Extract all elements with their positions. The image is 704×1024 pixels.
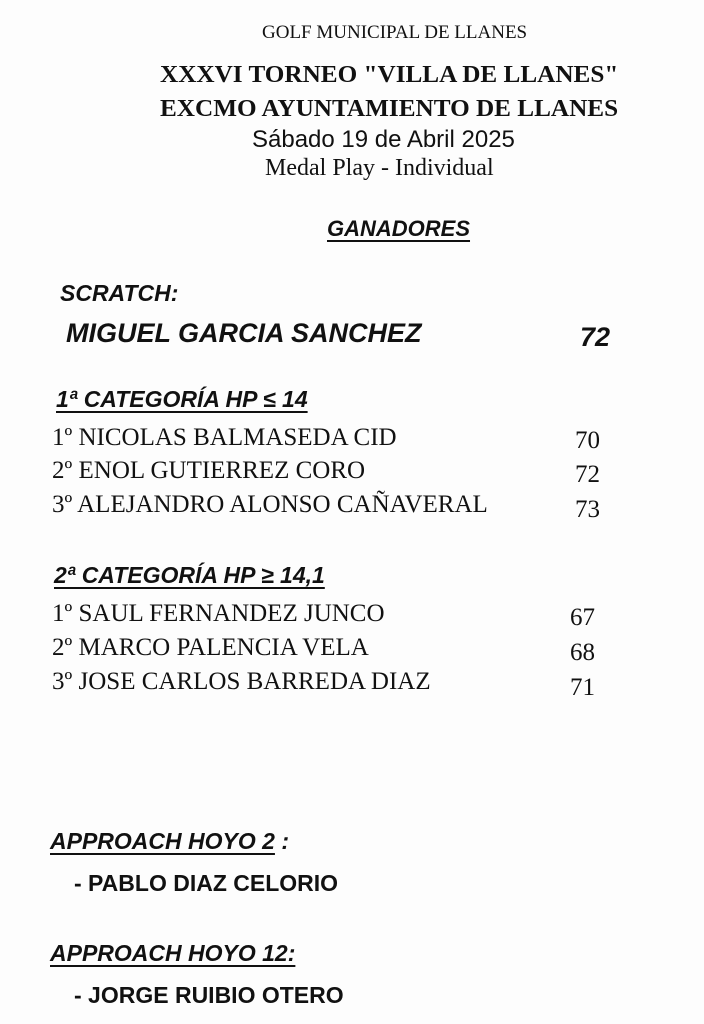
category-2-row-1-score: 67 (570, 604, 595, 631)
category-1-row-2-score: 72 (575, 461, 600, 488)
winners-heading: GANADORES (327, 216, 471, 241)
category-2-row-1-name: 1º SAUL FERNANDEZ JUNCO (52, 600, 385, 627)
approach-hole-2-heading (50, 828, 289, 855)
tournament-title: XXXVI TORNEO "VILLA DE LLANES" (160, 62, 619, 88)
approach-hole-2-suffix: : (274, 828, 289, 854)
approach-hole-2-title: APPROACH HOYO 2 (50, 828, 275, 854)
category-2-row-2-score: 68 (570, 639, 595, 666)
category-1-row-1-score: 70 (575, 427, 600, 454)
approach-hole-12-winner: - JORGE RUIBIO OTERO (74, 982, 344, 1008)
category-2-row-3-score: 71 (570, 674, 595, 701)
event-format: Medal Play - Individual (265, 155, 494, 181)
category-2-row-3-name: 3º JOSE CARLOS BARREDA DIAZ (52, 668, 431, 695)
event-date: Sábado 19 de Abril 2025 (252, 126, 515, 153)
scratch-label: SCRATCH: (60, 280, 179, 306)
approach-hole-12-heading (50, 940, 295, 967)
scratch-winner-score: 72 (580, 322, 611, 352)
category-1-row-3-name: 3º ALEJANDRO ALONSO CAÑAVERAL (52, 491, 488, 518)
category-2-row-2-name: 2º MARCO PALENCIA VELA (52, 634, 369, 661)
club-name: GOLF MUNICIPAL DE LLANES (262, 22, 528, 43)
approach-hole-2-winner: - PABLO DIAZ CELORIO (74, 870, 339, 896)
sponsor-title: EXCMO AYUNTAMIENTO DE LLANES (160, 96, 619, 122)
scratch-winner-name: MIGUEL GARCIA SANCHEZ (66, 318, 422, 348)
category-1-row-3-score: 73 (575, 496, 600, 523)
category-2-title: 2ª CATEGORÍA HP ≥ 14,1 (54, 562, 325, 588)
approach-hole-12-title: APPROACH HOYO 12: (50, 940, 296, 966)
category-1-title: 1ª CATEGORÍA HP ≤ 14 (56, 386, 308, 412)
category-1-row-2-name: 2º ENOL GUTIERREZ CORO (52, 457, 366, 484)
category-1-row-1-name: 1º NICOLAS BALMASEDA CID (52, 424, 397, 451)
